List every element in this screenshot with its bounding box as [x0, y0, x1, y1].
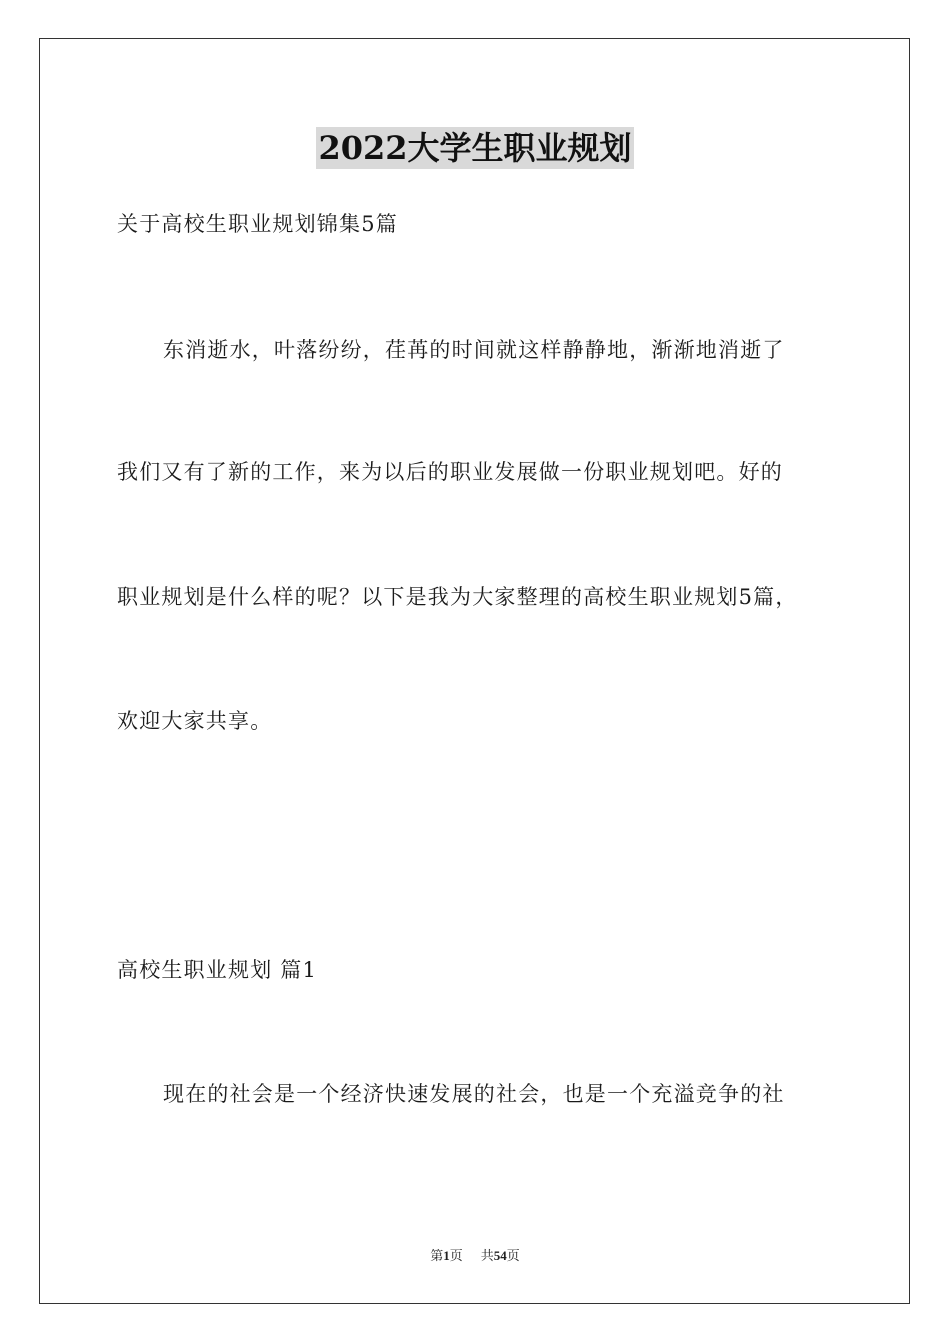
paragraph-line: 欢迎大家共享。 [117, 709, 273, 733]
document-title: 2022大学生职业规划 [318, 129, 632, 167]
paragraph-line: 我们又有了新的工作，来为以后的职业发展做一份职业规划吧。好的 [117, 460, 783, 484]
footer-current-page: 1 [443, 1248, 450, 1263]
paragraph-line: 现在的社会是一个经济快速发展的社会，也是一个充溢竞争的社 [163, 1082, 785, 1106]
footer-page-prefix: 第 [430, 1248, 444, 1263]
page-footer [0, 1247, 950, 1265]
document-subtitle: 关于高校生职业规划锦集5篇 [117, 212, 398, 236]
paragraph-line: 东消逝水，叶落纷纷，荏苒的时间就这样静静地，渐渐地消逝了 [163, 338, 785, 362]
footer-total-pages: 54 [493, 1248, 507, 1263]
title-container [0, 127, 950, 169]
footer-total-prefix: 共 [480, 1248, 494, 1263]
footer-page-suffix: 页 [449, 1248, 463, 1263]
section-heading: 高校生职业规划 篇1 [117, 958, 318, 982]
footer-total-suffix: 页 [506, 1248, 520, 1263]
paragraph-line: 职业规划是什么样的呢？以下是我为大家整理的高校生职业规划5篇， [117, 585, 798, 609]
